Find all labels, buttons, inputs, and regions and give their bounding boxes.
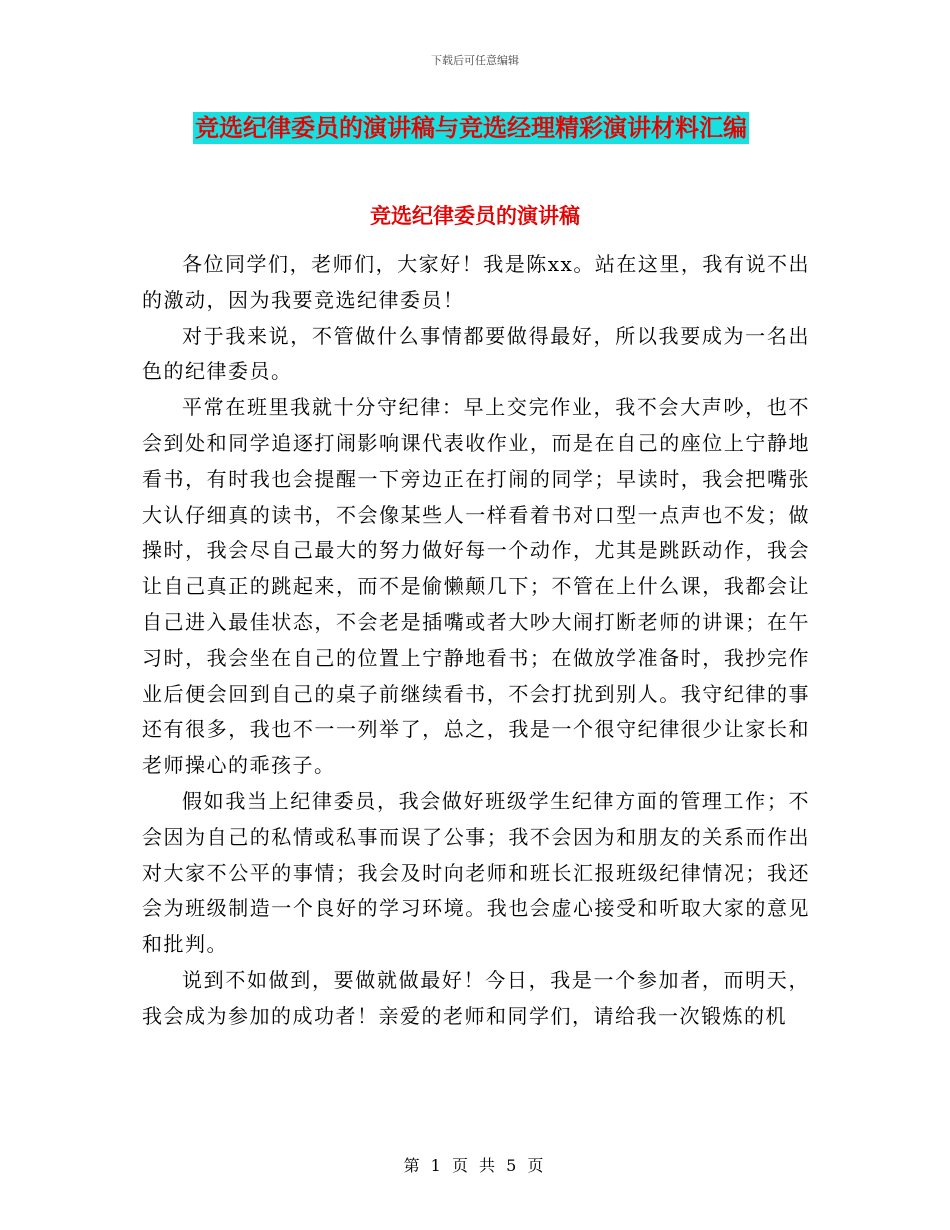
paragraph: 各位同学们，老师们，大家好！我是陈xx。站在这里，我有说不出的激动，因为我要竞选纪律委员！ — [142, 252, 810, 312]
paragraph: 说到不如做到，要做就做最好！今日，我是一个参加者，而明天，我会成为参加的成功者！亲爱的老师和同学们，请给我一次锻炼的机 — [142, 967, 810, 1028]
page-footer: 第 1 页 共 5 页 — [403, 1156, 547, 1175]
header-note: 下载后可任意编辑 — [431, 54, 519, 67]
paragraph: 对于我来说，不管做什么事情都要做得最好，所以我要成为一名出色的纪律委员。 — [142, 323, 810, 384]
paragraph: 平常在班里我就十分守纪律：早上交完作业，我不会大声吵，也不会到处和同学追逐打闹影响课代表收作业，而是在自己的座位上宁静地看书，有时我也会提醒一下旁边正在打闹的同学；早读时，我会把嘴张大认仔细真的读书，不会像某些人一样看着书对口型一点声也不发；做操时，我会尽自己最大的努力做好每一个动作，尤其是跳跃动作，我会让自己真正的跳起来，而不是偷懒颠几下；不管在上什么课，我都会让自己进入最佳状态，不会老是插嘴或者大吵大闹打断老师的讲课；在午习时，我会坐在自己的位置上宁静地看书；在做放学准备时，我抄完作业后便会回到自己的桌子前继续看书，不会打扰到别人。我守纪律的事还有很多，我也不一一列举了，总之，我是一个很守纪律很少让家长和老师操心的乖孩子。 — [142, 395, 810, 778]
paragraph: 假如我当上纪律委员，我会做好班级学生纪律方面的管理工作；不会因为自己的私情或私事而误了公事；我不会因为和朋友的关系而作出对大家不公平的事情；我会及时向老师和班长汇报班级纪律情况；我还会为班级制造一个良好的学习环境。我也会虚心接受和听取大家的意见和批判。 — [142, 788, 810, 957]
section-title: 竞选纪律委员的演讲稿 — [370, 204, 580, 228]
document-title: 竞选纪律委员的演讲稿与竞选经理精彩演讲材料汇编 — [195, 114, 747, 142]
document-body — [142, 247, 810, 1035]
